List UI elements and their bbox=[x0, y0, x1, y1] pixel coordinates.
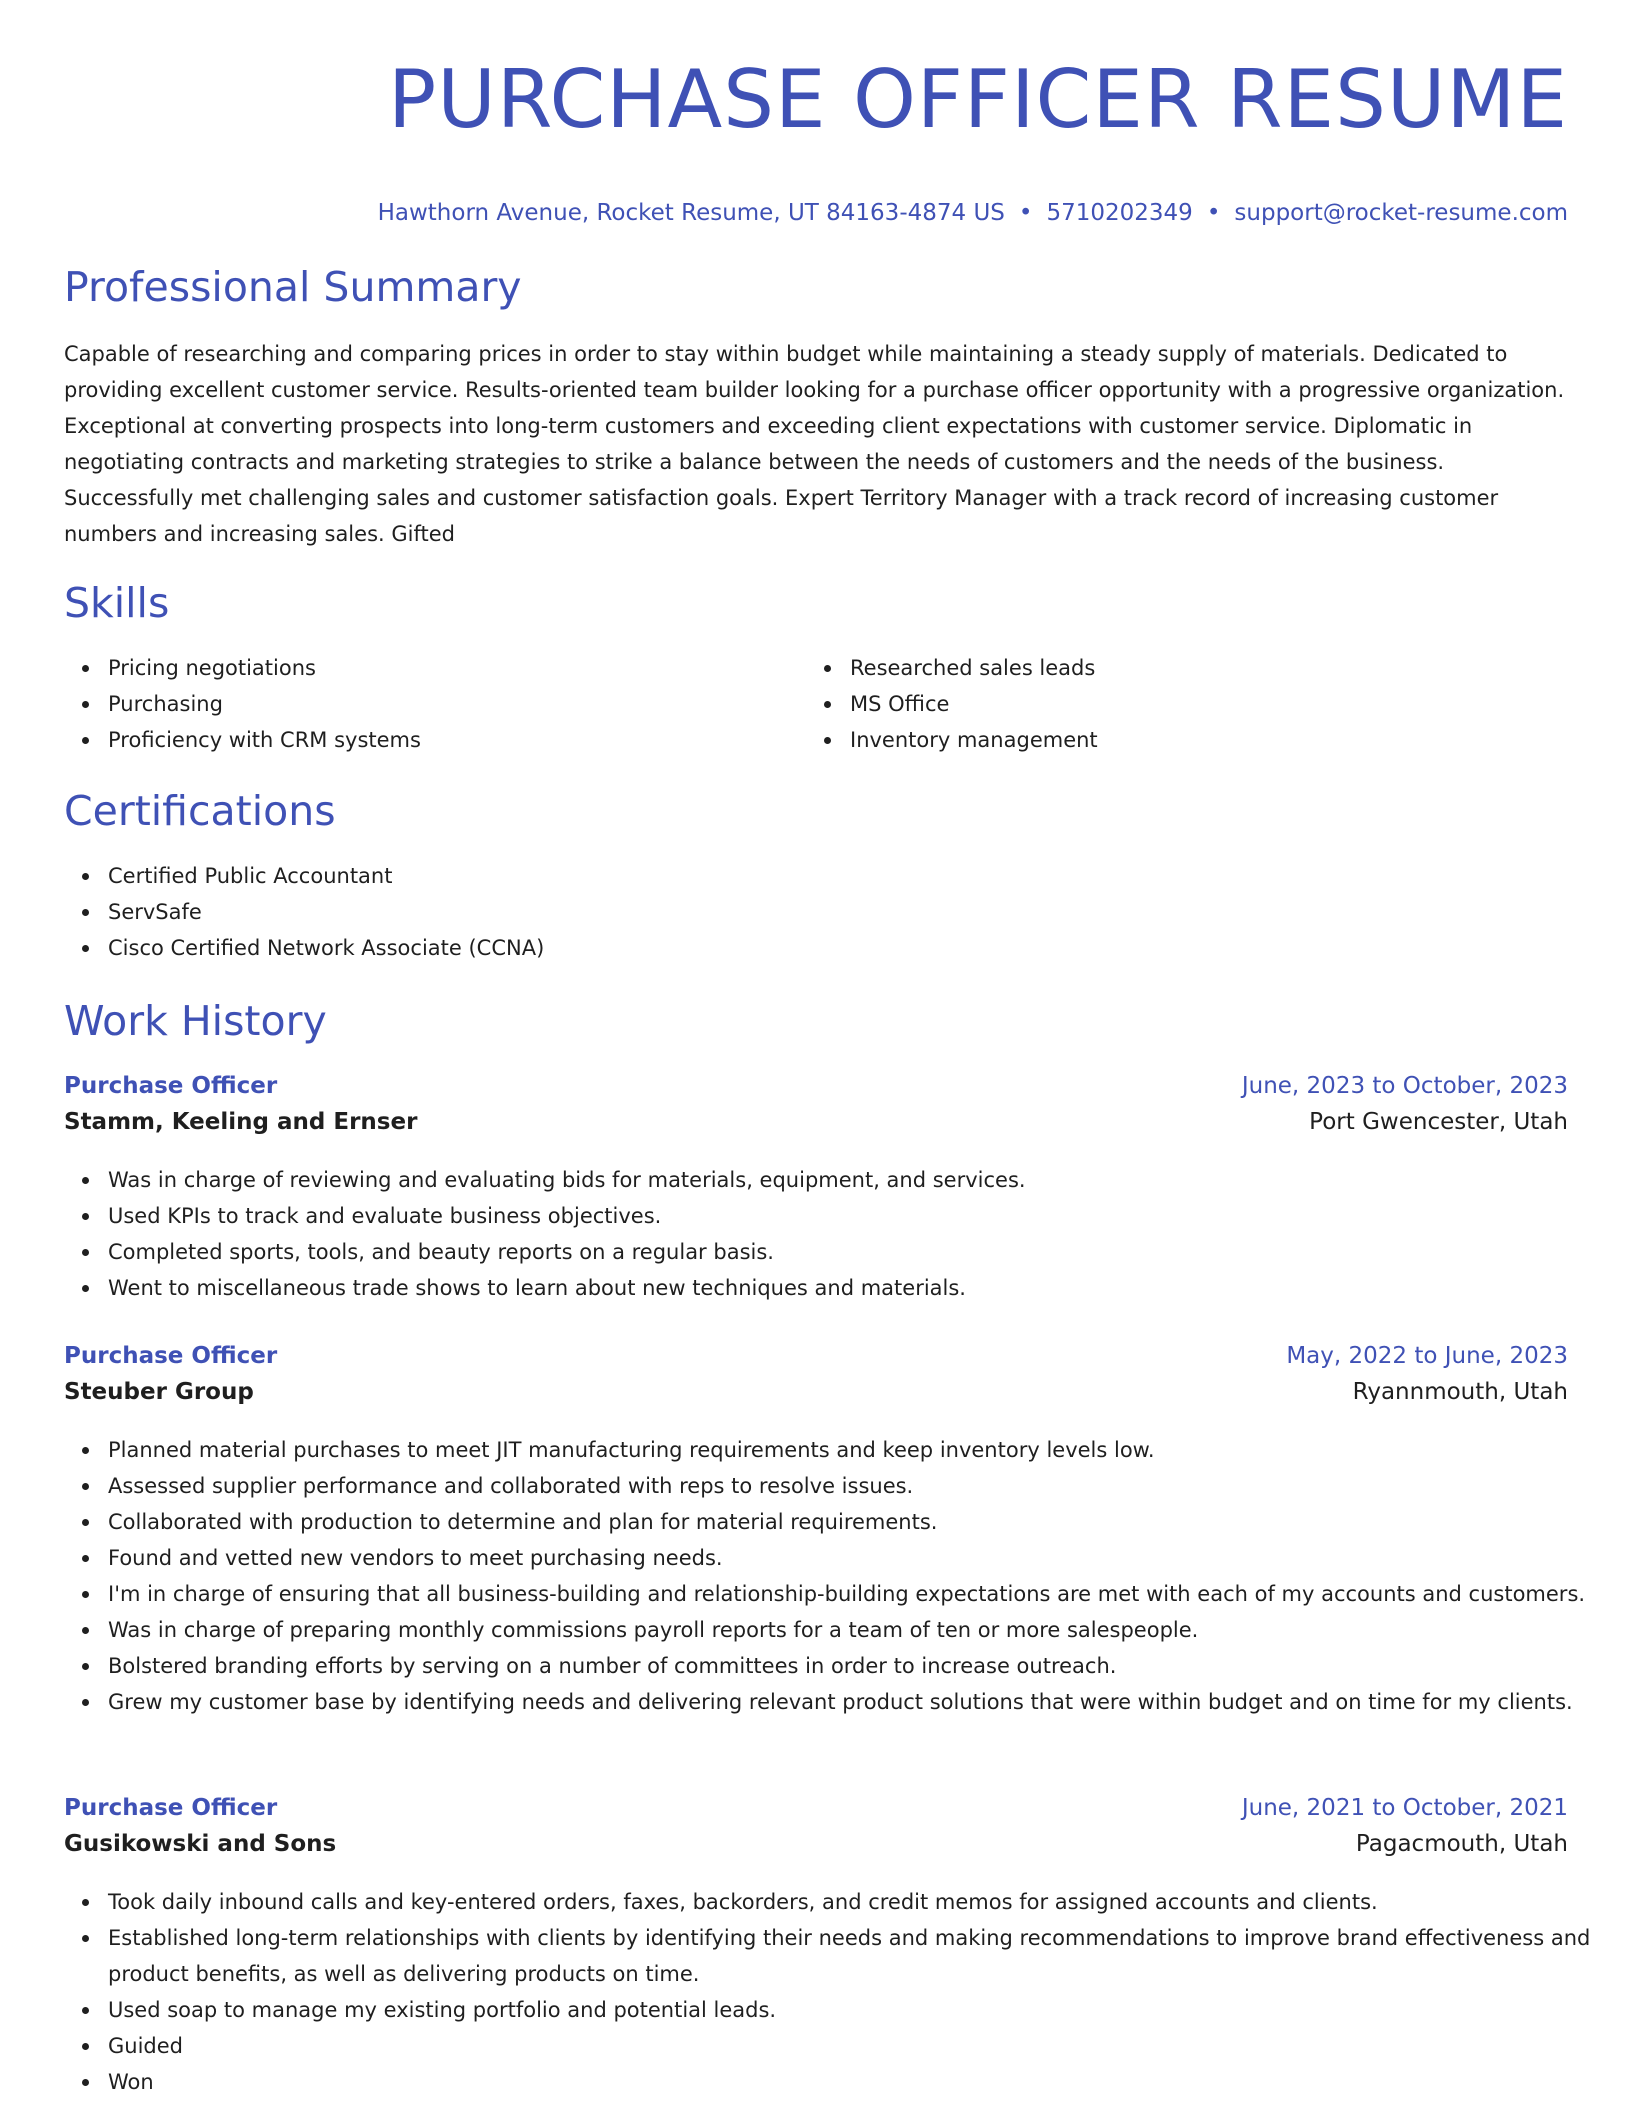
job-dates: June, 2021 to October, 2021 bbox=[1241, 1795, 1568, 1821]
contact-phone: 5710202349 bbox=[1046, 200, 1193, 226]
certifications-list bbox=[64, 858, 544, 966]
job-bullet: Was in charge of reviewing and evaluating bids for materials, equipment, and services. bbox=[108, 1162, 1612, 1198]
job-bullet: Grew my customer base by identifying needs and delivering relevant product solutions that were within budget and on time for my clients. bbox=[108, 1684, 1612, 1720]
certification-item: ServSafe bbox=[108, 894, 544, 930]
skill-item: Inventory management bbox=[850, 722, 1098, 758]
job-company: Steuber Group bbox=[64, 1379, 254, 1405]
skill-item: Purchasing bbox=[108, 686, 421, 722]
job-bullets bbox=[64, 1432, 1612, 1720]
skills-list-left bbox=[64, 650, 421, 758]
certifications-heading: Certifications bbox=[64, 787, 336, 835]
contact-line bbox=[378, 198, 1568, 228]
job-bullet: Guided bbox=[108, 2028, 1612, 2064]
skill-item: Researched sales leads bbox=[850, 650, 1098, 686]
resume-title: PURCHASE OFFICER RESUME bbox=[388, 53, 1568, 146]
job-bullet: Used KPIs to track and evaluate business objectives. bbox=[108, 1198, 1612, 1234]
skill-item: Pricing negotiations bbox=[108, 650, 421, 686]
job-bullet: I'm in charge of ensuring that all business-building and relationship-building expectations are met with each of my accounts and customers. bbox=[108, 1576, 1612, 1612]
job-bullets bbox=[64, 1162, 1612, 1306]
job-dates: May, 2022 to June, 2023 bbox=[1286, 1343, 1568, 1369]
job-bullet: Found and vetted new vendors to meet purchasing needs. bbox=[108, 1540, 1612, 1576]
job-title: Purchase Officer bbox=[64, 1795, 278, 1821]
job-company: Stamm, Keeling and Ernser bbox=[64, 1109, 418, 1135]
contact-email[interactable]: support@rocket-resume.com bbox=[1234, 200, 1568, 226]
job-bullets bbox=[64, 1884, 1612, 2100]
summary-heading: Professional Summary bbox=[64, 263, 522, 311]
summary-text: Capable of researching and comparing prices in order to stay within budget while maintaining a steady supply of materials. Dedicated to providing excellent customer service. Results-oriented team builder looking for a purchase officer opportunity with a progressive organization. Exceptional at converting prospects into long-term customers and exceeding client expectations with customer service. Diplomatic in negotiating contracts and marketing strategies to strike a balance between the needs of customers and the needs of the business. Successfully met challenging sales and customer satisfaction goals. Expert Territory Manager with a track record of increasing customer numbers and increasing sales. Gifted bbox=[64, 342, 1565, 546]
skill-item: Proficiency with CRM systems bbox=[108, 722, 421, 758]
job-header bbox=[64, 1792, 1568, 1864]
skills-heading: Skills bbox=[64, 579, 170, 627]
skill-item: MS Office bbox=[850, 686, 1098, 722]
work-history-heading: Work History bbox=[64, 997, 327, 1045]
job-bullet: Used soap to manage my existing portfolio and potential leads. bbox=[108, 1992, 1612, 2028]
certification-item: Cisco Certified Network Associate (CCNA) bbox=[108, 930, 544, 966]
job-bullet: Assessed supplier performance and collaborated with reps to resolve issues. bbox=[108, 1468, 1612, 1504]
job-dates: June, 2023 to October, 2023 bbox=[1241, 1073, 1568, 1099]
contact-address: Hawthorn Avenue, Rocket Resume, UT 84163-4874 US bbox=[377, 200, 1005, 226]
job-bullet: Bolstered branding efforts by serving on a number of committees in order to increase outreach. bbox=[108, 1648, 1612, 1684]
job-bullet: Collaborated with production to determine and plan for material requirements. bbox=[108, 1504, 1612, 1540]
job-bullet: Went to miscellaneous trade shows to learn about new techniques and materials. bbox=[108, 1270, 1612, 1306]
contact-separator: • bbox=[1206, 200, 1221, 226]
job-title: Purchase Officer bbox=[64, 1073, 278, 1099]
contact-separator: • bbox=[1018, 200, 1033, 226]
job-bullet: Was in charge of preparing monthly commissions payroll reports for a team of ten or more salespeople. bbox=[108, 1612, 1612, 1648]
job-bullet: Took daily inbound calls and key-entered orders, faxes, backorders, and credit memos for assigned accounts and clients. bbox=[108, 1884, 1612, 1920]
job-bullet: Established long-term relationships with clients by identifying their needs and making recommendations to improve brand effectiveness and product benefits, as well as delivering products on time. bbox=[108, 1920, 1612, 1992]
job-bullet: Planned material purchases to meet JIT manufacturing requirements and keep inventory levels low. bbox=[108, 1432, 1612, 1468]
job-bullet: Completed sports, tools, and beauty reports on a regular basis. bbox=[108, 1234, 1612, 1270]
job-title: Purchase Officer bbox=[64, 1343, 278, 1369]
job-location: Pagacmouth, Utah bbox=[1355, 1831, 1568, 1857]
job-header bbox=[64, 1070, 1568, 1142]
job-bullet: Won bbox=[108, 2064, 1612, 2100]
certification-item: Certified Public Accountant bbox=[108, 858, 544, 894]
job-company: Gusikowski and Sons bbox=[64, 1831, 337, 1857]
skills-list-right bbox=[806, 650, 1098, 758]
job-location: Ryannmouth, Utah bbox=[1352, 1379, 1568, 1405]
job-location: Port Gwencester, Utah bbox=[1309, 1109, 1568, 1135]
job-header bbox=[64, 1340, 1568, 1412]
